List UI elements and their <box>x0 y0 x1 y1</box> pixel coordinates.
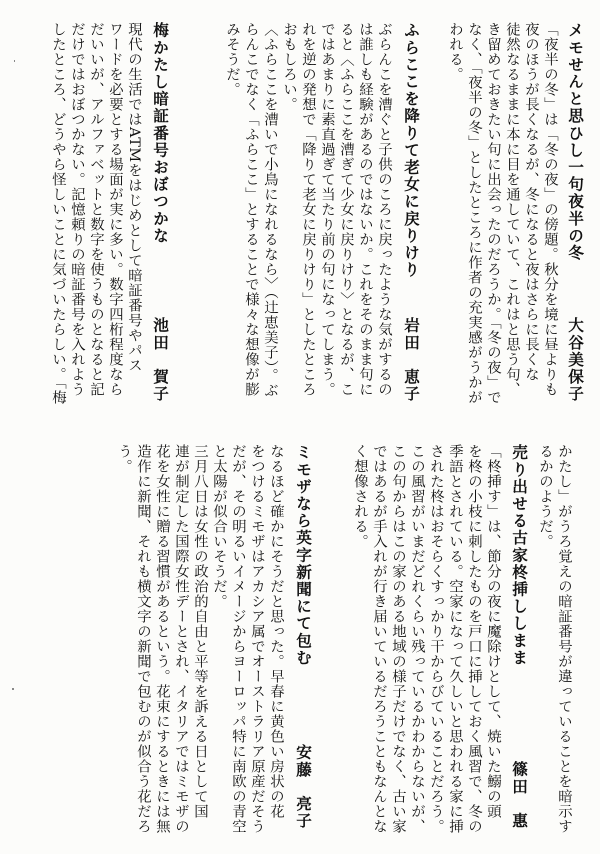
section-1-author: 大谷美保子 <box>566 316 585 402</box>
body-line: われる。 <box>447 22 463 82</box>
body-line: を柊の小枝に刺したものを戸口に挿しておく風習で、冬の <box>466 444 482 834</box>
body-line: 「柊挿す」は、節分の夜に魔除けとして、焼いた鰯の頭 <box>485 444 501 819</box>
section-2-author: 岩田 恵子 <box>402 316 421 402</box>
section-4-heading <box>506 444 530 829</box>
section-1-heading <box>562 22 586 402</box>
body-line: 連が制定した国際女性デーとされ、イタリアではミモザの <box>173 444 189 834</box>
body-line: したところ、どうやら怪しいことに気づいたらしい。「梅 <box>50 22 66 405</box>
section-5-title: ミモザなら英字新聞にて包む <box>294 444 313 667</box>
body-line: 〈ふらここを漕いで小鳥になれるなら〉（辻恵美子）。ぶ <box>262 22 278 398</box>
body-line: ではあまりに素直過ぎて当たり前の句になってしまう。 <box>319 22 335 397</box>
body-line: 季語とされている。空家になって久しいと思われる家に挿 <box>447 444 463 834</box>
body-line: く想像される。 <box>352 444 368 549</box>
body-line: この句からはこの家のある地域の様子だけでなく、古い家 <box>390 444 406 834</box>
body-line: だが、その明るいイメージからヨーロッパ特に南欧の青空 <box>230 444 246 834</box>
body-line: れを逆の発想で「降りて老女に戻りけり」としたところ <box>300 22 316 397</box>
body-line: ぶらんこを漕ぐと子供のころに戻ったような気がするの <box>376 22 392 397</box>
body-line: 三月八日は女性の政治的自由と平等を訴える日として国 <box>192 444 208 819</box>
body-line: き留めておきたい句に出会ったのだろうか。「冬の夜」で <box>485 22 501 405</box>
section-4-author: 篠田 惠 <box>510 760 529 829</box>
body-line: 現代の生活ではATMをはじめとして暗証番号やパス <box>126 22 142 373</box>
body-line: だいいが、アルファベットと数字を使うものとなると記 <box>88 22 104 397</box>
section-1-title: メモせんと思ひし一句夜半の冬 <box>566 22 585 262</box>
section-4-title: 売り出せる古家柊挿ししまま <box>510 444 529 667</box>
body-line: るかのようだ。 <box>537 444 553 549</box>
body-line: なく、「夜半の冬」としたところに作者の充実感がうかが <box>466 22 482 405</box>
body-line: う。 <box>116 444 132 474</box>
body-line: なるほど確かにそうだと思った。早春に黄色い房状の花 <box>268 444 284 819</box>
body-line: 「夜半の冬」は「冬の夜」の傍題。秋分を境に昼よりも <box>542 22 558 397</box>
body-line: は誰しも経験があるのではないか。これをそのまま句に <box>357 22 373 397</box>
body-line: 夜のほうが長くなるが、冬になると夜はさらに長くな <box>523 22 539 382</box>
body-line: された柊はおそらくすっかり干からびていることだろう。 <box>428 444 444 834</box>
body-line: 造作に新聞、それも横文字の新聞で包むのが似合う花だろ <box>135 444 151 834</box>
section-3-author: 池田 賀子 <box>151 316 170 402</box>
scan-speck <box>12 688 14 690</box>
body-line: 徒然なるままに本に目を通していて、これはと思う句、 <box>504 22 520 397</box>
body-line: この風習がいまだどれくらい残っているかわからないが、 <box>409 444 425 834</box>
section-5-heading <box>290 444 314 829</box>
section-2-heading <box>398 22 422 402</box>
body-line: 花を女性に贈る習慣があるという。花束にするときには無 <box>154 444 170 834</box>
body-line: ると〈ふらここを漕ぎて少女に戻りけり〉となるが、こ <box>338 22 354 397</box>
body-line: と太陽が似合いそうだ。 <box>211 444 227 609</box>
body-line: みそうだ。 <box>224 22 240 97</box>
body-line: だけではおぼつかない。記憶頼りの暗証番号を入れよう <box>69 22 85 397</box>
body-line: おもしろい。 <box>281 22 297 112</box>
body-line: ではあるが手入れが行き届いているだろうこともなんとな <box>371 444 387 834</box>
section-5-author: 安藤 亮子 <box>294 743 313 829</box>
body-line: をつけるミモザはアカシア属でオーストラリア原産だそう <box>249 444 265 834</box>
body-line: らんこでなく「ふらここ」とすることで様々な想像が膨 <box>243 22 259 397</box>
section-3-heading <box>147 22 171 402</box>
scan-speck <box>14 60 15 62</box>
body-line: ワードを必要とする場面が実に多い。数字四桁程度なら <box>107 22 123 397</box>
section-2-title: ふらここを降りて老女に戻りけり <box>402 22 421 279</box>
section-3-title: 梅かたし暗証番号おぼつかな <box>151 22 170 245</box>
body-line: かたし」がうろ覚えの暗証番号が違っていることを暗示す <box>556 444 572 834</box>
